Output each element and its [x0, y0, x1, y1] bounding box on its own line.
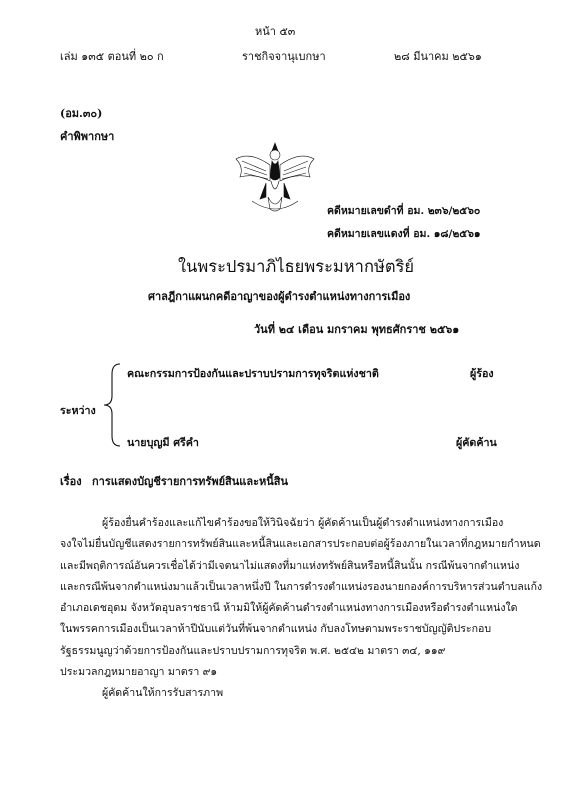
court-name: ศาลฎีกาแผนกคดีอาญาของผู้ดำรงตำแหน่งทางการเมือง — [148, 290, 411, 303]
header-gazette-name: ราชกิจจานุเบกษา — [242, 50, 326, 63]
case-black-number: คดีหมายเลขดำที่ อม. ๒๓๖/๒๕๖๐ — [327, 205, 481, 217]
subject-text: การแสดงบัญชีรายการทรัพย์สินและหนี้สิน — [92, 475, 288, 488]
header-volume: เล่ม ๑๓๕ ตอนที่ ๒๐ ก — [60, 50, 164, 63]
body-paragraph — [60, 513, 542, 705]
body-line: จงใจไม่ยื่นบัญชีแสดงรายการทรัพย์สินและหนี้สินและเอกสารประกอบต่อผู้ร้องภายในเวลาที่กฎหมายกำหนด — [60, 538, 541, 551]
header-date: ๒๘ มีนาคม ๒๕๖๑ — [394, 50, 482, 63]
body-line: ผู้คัดค้านให้การรับสารภาพ — [102, 687, 224, 700]
case-red-number: คดีหมายเลขแดงที่ อม. ๑๘/๒๕๖๑ — [327, 228, 481, 240]
royal-name-line: ในพระปรมาภิไธยพระมหากษัตริย์ — [178, 257, 415, 276]
body-line: และมีพฤติการณ์อันควรเชื่อได้ว่ามีเจตนาไม่แสดงที่มาแห่งทรัพย์สินหรือหนี้สินนั้น กรณีพ้นจากตำแหน่ง — [60, 559, 520, 572]
body-line: ในพรรคการเมืองเป็นเวลาห้าปีนับแต่วันที่พ้นจากตำแหน่ง กับลงโทษตามพระราชบัญญัติประกอบ — [60, 623, 492, 636]
header-page-number: หน้า ๕๓ — [255, 25, 296, 38]
body-line: ผู้ร้องยื่นคำร้องและแก้ไขคำร้องขอให้วินิจฉัยว่า ผู้คัดค้านเป็นผู้ดำรงตำแหน่งทางการเมือง — [102, 517, 504, 529]
document-type: คำพิพากษา — [60, 130, 115, 143]
decision-date: วันที่ ๒๔ เดือน มกราคม พุทธศักราช ๒๕๖๑ — [254, 323, 460, 336]
body-line: รัฐธรรมนูญว่าด้วยการป้องกันและปราบปรามการทุจริต พ.ศ. ๒๕๔๒ มาตรา ๓๔, ๑๑๙ — [60, 644, 446, 657]
plaintiff-role: ผู้ร้อง — [470, 367, 494, 380]
between-label: ระหว่าง — [60, 404, 96, 417]
form-code: (อม.๓๐) — [60, 107, 103, 120]
party-brace — [100, 362, 122, 448]
body-line: อำเภอเดชอุดม จังหวัดอุบลราชธานี ห้ามมิให้ผู้คัดค้านดำรงตำแหน่งทางการเมืองหรือดำรงตำแหน่งใด — [60, 602, 518, 615]
subject-label: เรื่อง — [60, 475, 82, 488]
body-line: และกรณีพ้นจากตำแหน่งมาแล้วเป็นเวลาหนึ่งปี ในการดำรงตำแหน่งรองนายกองค์การบริหารส่วนตำบลแก้ง — [60, 580, 543, 593]
plaintiff-name: คณะกรรมการป้องกันและปราบปรามการทุจริตแห่งชาติ — [127, 367, 379, 380]
defendant-name: นายบุญมี ศรีคำ — [127, 436, 199, 449]
garuda-emblem — [230, 137, 320, 215]
body-line: ประมวลกฎหมายอาญา มาตรา ๙๑ — [60, 666, 218, 679]
defendant-role: ผู้คัดค้าน — [456, 436, 497, 449]
